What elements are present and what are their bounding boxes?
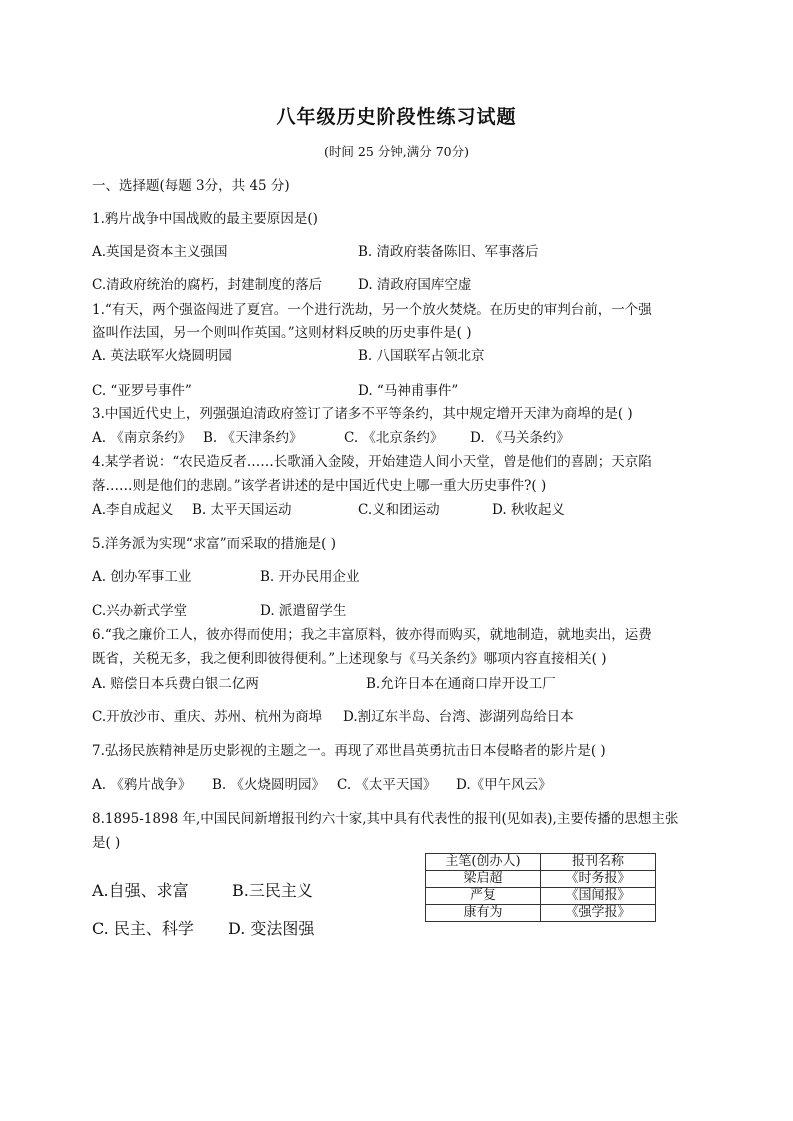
q2-stem-line1: 1.“有天，两个强盗闯进了夏宫。一个进行洗劫，另一个放火焚烧。在历史的审判台前，一个强 [92,302,652,318]
q1-option-b: B. 清政府装备陈旧、军事落后 [358,244,539,260]
q4-stem-line1: 4.某学者说：“农民造反者……长歌涌入金陵，开始建造人间小天堂，曾是他们的喜剧；天京陷 [92,454,652,470]
table-cell: 《时务报》 [541,871,656,888]
newspaper-table [425,853,656,922]
q6-option-b: B.允许日本在通商口岸开设工厂 [366,676,556,692]
q2-stem-line2: 盗叫作法国，另一个则叫作英国。”这则材料反映的历史事件是( ) [92,325,472,341]
q3-stem: 3.中国近代史上，列强强迫清政府签订了诸多不平等条约，其中规定增开天津为商埠的是( ) [92,406,633,422]
q6-option-d: D.割辽东半岛、台湾、澎湖列岛给日本 [343,709,574,725]
table-row [426,905,656,922]
q3-option-b: B. 《天津条约》 [203,430,303,446]
q6-option-a: A. 赔偿日本兵费白银二亿两 [92,676,259,692]
table-cell: 梁启超 [426,871,541,888]
q4-stem-line2: 落……则是他们的悲剧。”该学者讲述的是中国近代史上哪一重大历史事件?( ) [92,478,547,494]
q2-option-b: B. 八国联军占领北京 [358,348,485,364]
q6-stem-line2: 既省，关税无多，我之便利即彼得便利。”上述现象与《马关条约》哪项内容直接相关( ) [92,651,607,667]
q7-option-a: A. 《鸦片战争》 [92,777,192,793]
q4-option-b: B. 太平天国运动 [192,502,292,518]
q5-option-b: B. 开办民用企业 [260,569,360,585]
q5-stem: 5.洋务派为实现“求富”而采取的措施是( ) [92,536,337,552]
table-header-row [426,854,656,871]
table-header-founder: 主笔(创办人) [426,854,541,871]
table-cell: 《国闻报》 [541,888,656,905]
q4-option-c: C.义和团运动 [358,502,440,518]
q4-option-a: A.李自成起义 [92,502,174,518]
q5-option-c: C.兴办新式学堂 [92,603,188,619]
table-cell: 《强学报》 [541,905,656,922]
q3-option-c: C. 《北京条约》 [344,430,444,446]
page-title: 八年级历史阶段性练习试题 [276,106,517,128]
q1-stem: 1.鸦片战争中国战败的最主要原因是() [92,211,318,227]
page-subtitle: (时间 25 分钟,满分 70分) [324,144,469,159]
q1-option-d: D. 清政府国库空虚 [358,277,472,293]
table-header-paper: 报刊名称 [541,854,656,871]
q4-option-d: D. 秋收起义 [492,502,565,518]
q8-stem-line2: 是( ) [92,835,121,851]
q8-option-d: D. 变法图强 [228,919,315,938]
q8-stem-line1: 8.1895-1898 年,中国民间新增报刊约六十家,其中具有代表性的报刊(见如表),主要传播的思想主张 [92,811,679,827]
q7-option-d: D.《甲午风云》 [456,777,552,793]
q5-option-a: A. 创办军事工业 [92,569,192,585]
table-cell: 康有为 [426,905,541,922]
table-cell: 严复 [426,888,541,905]
section-heading: 一、选择题(每题 3分，共 45 分) [92,178,290,194]
q2-option-d: D. “马神甫事件” [358,383,459,399]
table-row [426,888,656,905]
q6-option-c: C.开放沙市、重庆、苏州、杭州为商埠 [92,709,323,725]
q2-option-c: C. “亚罗号事件” [92,383,192,399]
q1-option-c: C.清政府统治的腐朽，封建制度的落后 [92,277,323,293]
q6-stem-line1: 6.“我之廉价工人，彼亦得而使用；我之丰富原料，彼亦得而购买，就地制造，就地卖出，运费 [92,627,652,643]
q7-stem: 7.弘扬民族精神是历史影视的主题之一。再现了邓世昌英勇抗击日本侵略者的影片是( ) [92,743,606,759]
q3-option-d: D. 《马关条约》 [470,430,570,446]
q3-option-a: A. 《南京条约》 [92,430,192,446]
q1-option-a: A.英国是资本主义强国 [92,244,228,260]
q5-option-d: D. 派遣留学生 [260,603,347,619]
q8-option-b: B.三民主义 [232,881,313,900]
q8-option-a: A.自强、求富 [92,881,189,900]
table-row [426,871,656,888]
q2-option-a: A. 英法联军火烧圆明园 [92,348,232,364]
q7-option-c: C. 《太平天国》 [337,777,437,793]
q8-option-c: C. 民主、科学 [92,919,194,938]
q7-option-b: B. 《火烧圆明园》 [212,777,326,793]
